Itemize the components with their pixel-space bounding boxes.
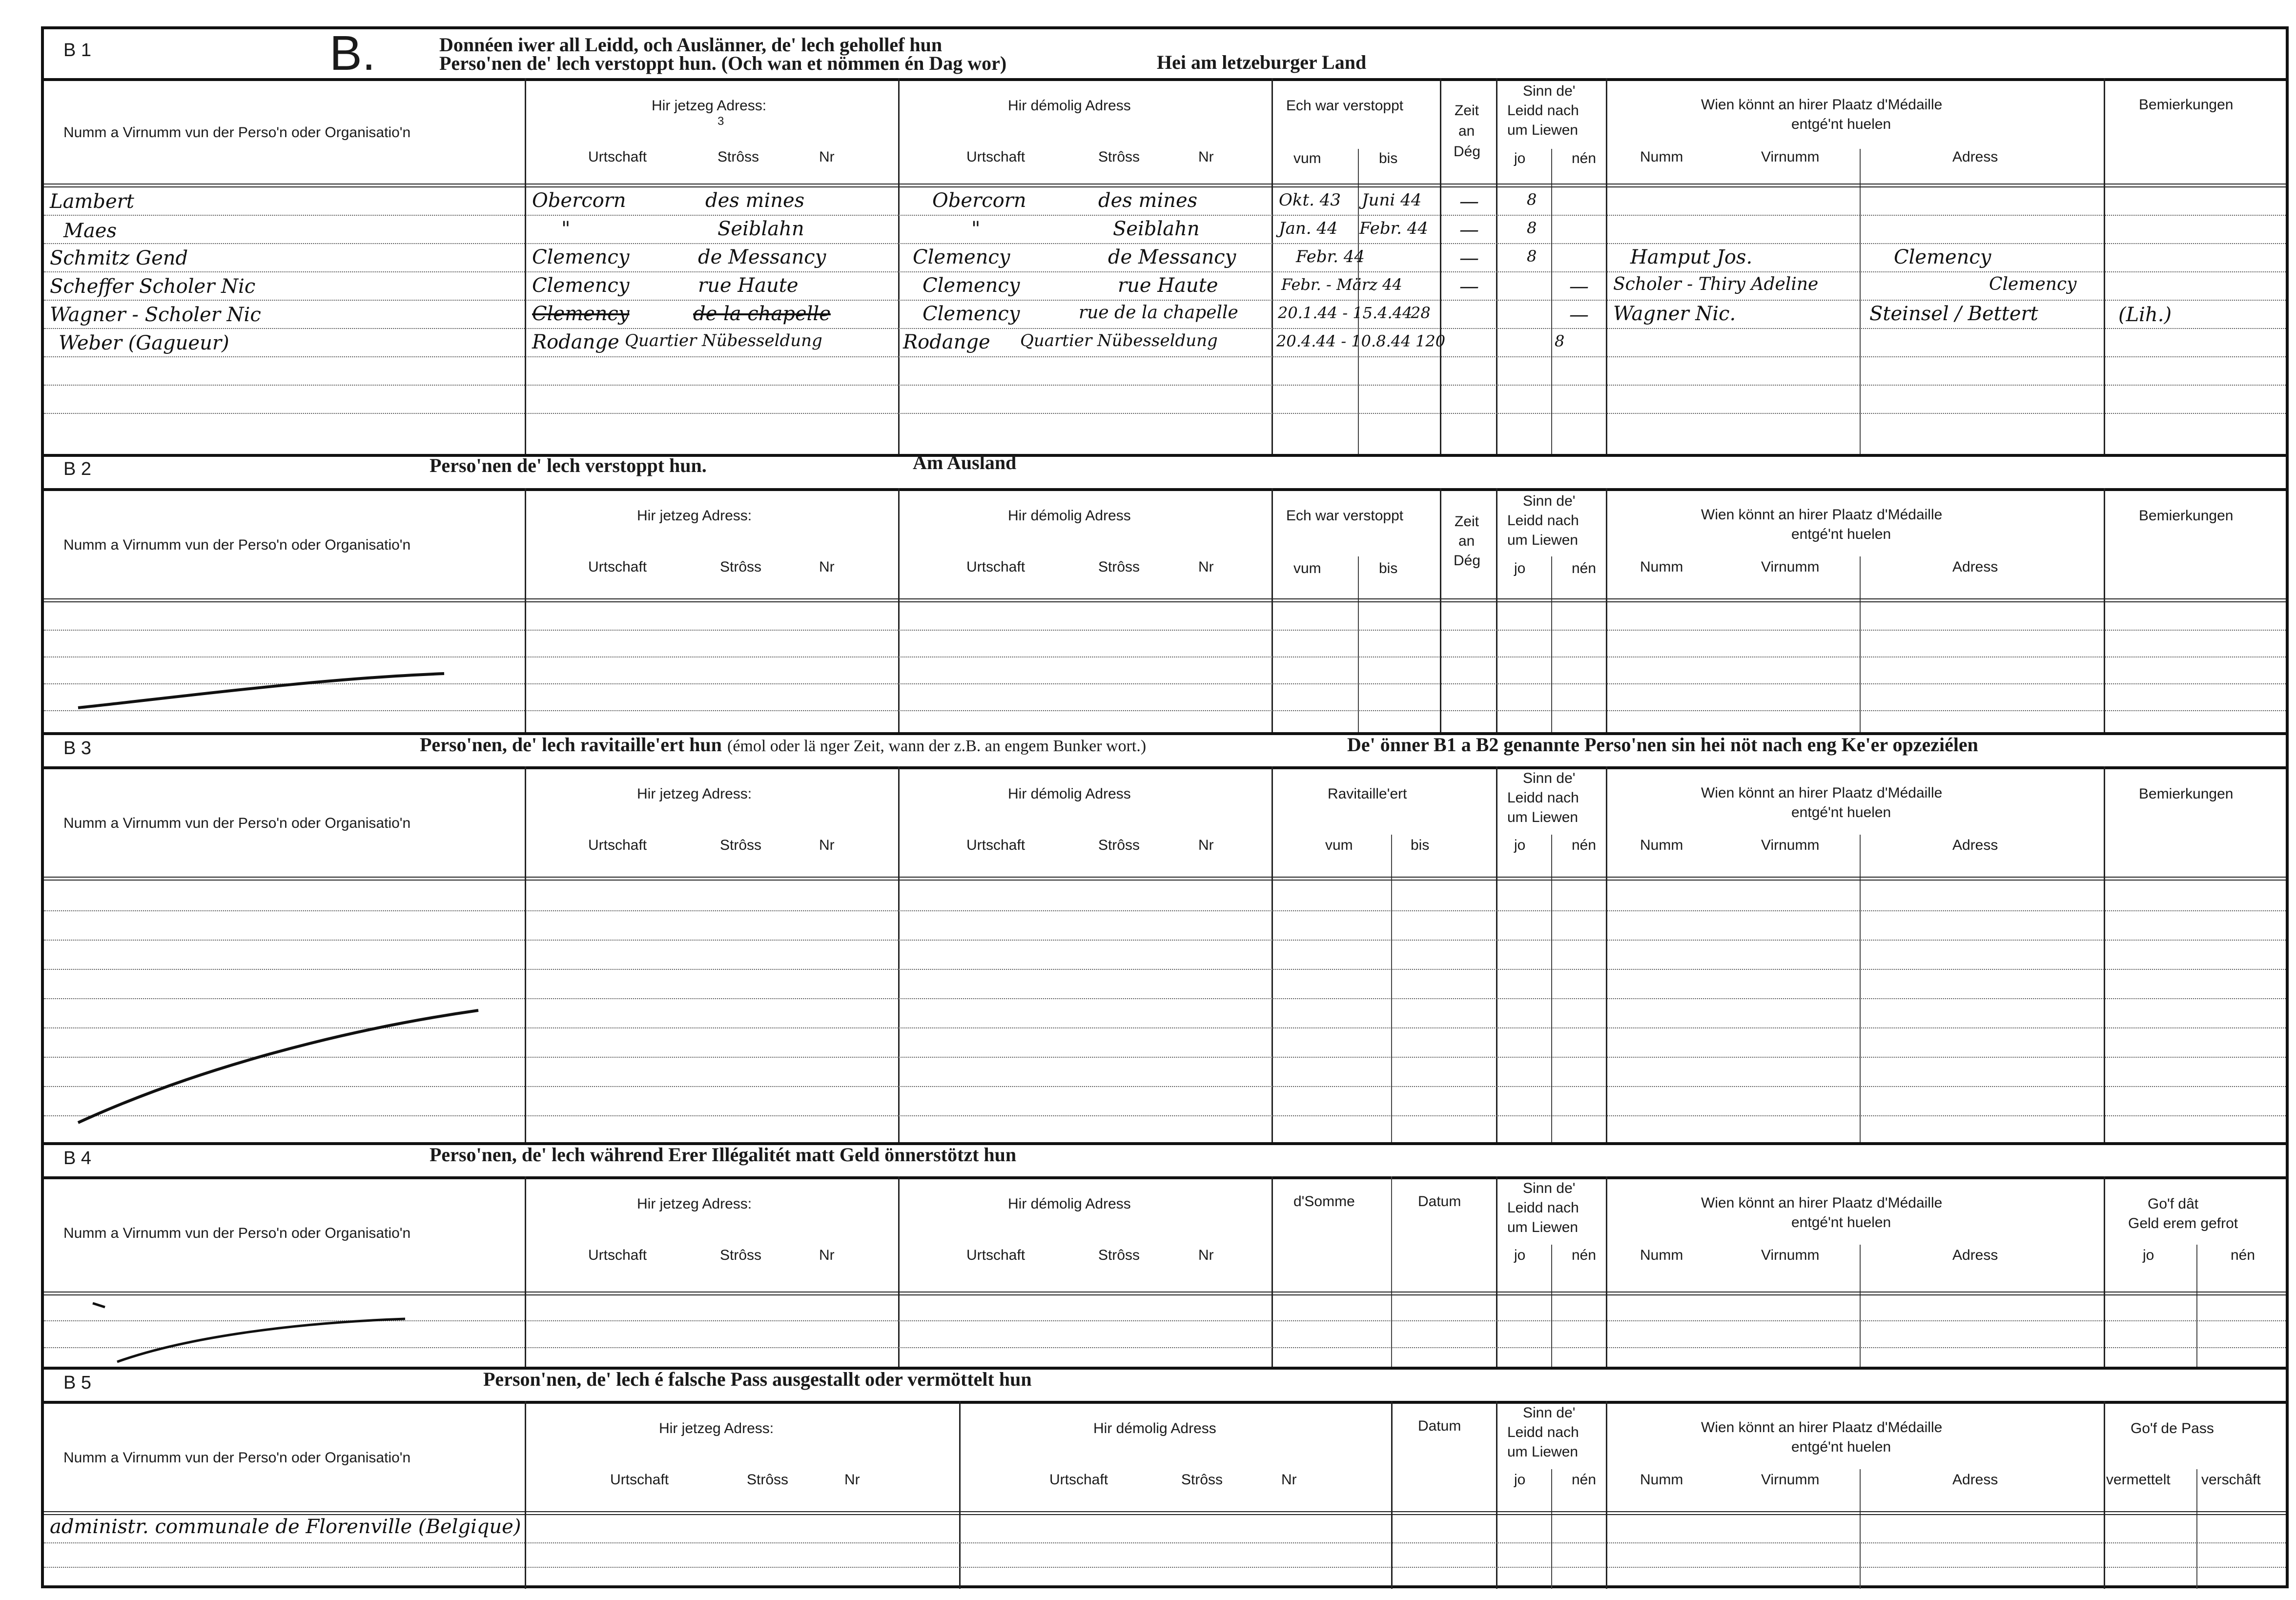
header-street: Strôss <box>1098 559 1140 575</box>
header-town: Urtschaft <box>966 837 1025 853</box>
header-rule <box>44 601 2286 602</box>
cell-medal-surname: Wagner Nic. <box>1613 303 1736 325</box>
cell-medal-address: Clemency <box>1989 274 2077 294</box>
header-from: vum <box>1293 560 1321 576</box>
header-no: nén <box>1572 1472 1597 1488</box>
header-medal-1: Wien könnt an hirer Plaatz d'Médaille <box>1701 1419 1943 1436</box>
col-divider <box>959 1401 961 1589</box>
header-street: Strôss <box>1181 1472 1223 1488</box>
cell-former-town: Clemency <box>922 303 1020 325</box>
section-id: B 5 <box>63 1373 92 1393</box>
header-risk-3: um Liewen <box>1507 122 1578 138</box>
header-from: vum <box>1293 150 1321 166</box>
header-number: Nr <box>844 1472 860 1488</box>
header-risk-1: Sinn de' <box>1523 770 1576 786</box>
col-divider <box>1860 149 1861 454</box>
cell-former-street: rue de la chapelle <box>1079 303 1238 323</box>
col-divider <box>2196 1469 2197 1589</box>
section-note: (émol oder lä nger Zeit, wann der z.B. an engem Bunker wort.) <box>727 737 1147 755</box>
col-divider <box>2196 1245 2197 1367</box>
cell-name: Weber (Gagueur) <box>59 332 229 354</box>
header-number: Nr <box>819 559 835 575</box>
header-address: Adress <box>1952 1247 1998 1263</box>
col-divider <box>1860 1469 1861 1589</box>
cell-to: 28 <box>1411 304 1431 322</box>
header-surname: Numm <box>1640 1472 1683 1488</box>
col-divider <box>1860 556 1861 732</box>
col-divider <box>525 1176 526 1367</box>
cell-street: Seiblahn <box>718 218 804 240</box>
header-town: Urtschaft <box>966 1247 1025 1263</box>
header-risk-2: Leidd nach <box>1507 513 1579 529</box>
header-number: Nr <box>1198 559 1214 575</box>
header-current-address: Hir jetzeg Adress: <box>652 98 767 114</box>
col-divider <box>898 78 900 454</box>
header-current-address: Hir jetzeg Adress: <box>637 508 752 524</box>
row-line <box>44 413 2286 414</box>
section-id: B 2 <box>63 459 92 479</box>
cell-days: — <box>1459 247 1479 269</box>
cell-name: administr. communale de Florenville (Belgique) <box>50 1516 521 1538</box>
header-medal-1: Wien könnt an hirer Plaatz d'Médaille <box>1701 507 1943 523</box>
header-former-address: Hir démolig Adress <box>1008 98 1131 114</box>
cell-days: — <box>1459 219 1479 241</box>
cell-days: — <box>1459 275 1479 298</box>
section-title: Perso'nen, de' lech ravitaille'ert hun <box>420 734 722 756</box>
header-yes: jo <box>1514 150 1526 166</box>
section-id: B 4 <box>63 1148 92 1169</box>
section-title-line2: Perso'nen de' lech verstoppt hun. (Och wan et nömmen én Dag wor) <box>439 52 1007 74</box>
header-medal-2: entgé'nt huelen <box>1791 526 1891 542</box>
row-line <box>44 300 2286 301</box>
header-firstname: Virnumm <box>1761 559 1820 575</box>
header-street: Strôss <box>1098 837 1140 853</box>
header-yes: jo <box>1514 1247 1526 1263</box>
col-divider <box>1440 78 1441 454</box>
cell-town: Clemency <box>532 274 630 297</box>
header-name: Numm a Virnumm vun der Perso'n oder Organisatio'n <box>63 124 411 141</box>
row-line <box>44 215 2286 216</box>
header-number: Nr <box>1198 1247 1214 1263</box>
cell-name: Wagner - Scholer Nic <box>50 304 261 326</box>
header-no: nén <box>1572 560 1597 576</box>
cell-former-street: Seiblahn <box>1113 218 1200 240</box>
header-risk-3: um Liewen <box>1507 532 1578 548</box>
cell-from: 20.1.44 - 15.4.44 <box>1278 304 1413 322</box>
cell-medal-address: Steinsel / Bettert <box>1869 303 2038 325</box>
header-street: Strôss <box>720 1247 762 1263</box>
col-divider <box>1271 1176 1273 1367</box>
header-town: Urtschaft <box>588 837 647 853</box>
header-name: Numm a Virnumm vun der Perso'n oder Organisatio'n <box>63 1450 411 1466</box>
header-sum: d'Somme <box>1293 1193 1355 1210</box>
header-pass: Go'f de Pass <box>2131 1420 2214 1436</box>
header-address: Adress <box>1952 149 1998 165</box>
document-form <box>41 26 2289 1588</box>
header-street: Strôss <box>720 837 762 853</box>
header-street: Strôss <box>747 1472 789 1488</box>
col-divider <box>1440 488 1441 732</box>
header-town: Urtschaft <box>588 559 647 575</box>
cell-from: Febr. 44 <box>1296 247 1365 267</box>
header-medal-2: entgé'nt huelen <box>1791 116 1891 132</box>
header-from: vum <box>1325 837 1353 853</box>
header-risk-3: um Liewen <box>1507 1444 1578 1460</box>
cell-yes: 8 <box>1555 332 1565 350</box>
cell-town: Rodange <box>532 331 619 353</box>
header-obtained: verschâft <box>2201 1472 2261 1488</box>
header-medal-1: Wien könnt an hirer Plaatz d'Médaille <box>1701 1195 1943 1211</box>
section-title-right: Hei am letzeburger Land <box>1157 51 1367 73</box>
cell-street: de la chapelle <box>693 303 831 325</box>
header-yes: jo <box>1514 560 1526 576</box>
header-rule <box>44 880 2286 881</box>
cell-to: 120 <box>1415 332 1446 350</box>
col-divider <box>1551 1469 1552 1589</box>
row-line <box>44 969 2286 970</box>
header-firstname: Virnumm <box>1761 837 1820 853</box>
header-street: Strôss <box>718 149 759 165</box>
header-remarks: Bemierkungen <box>2139 508 2234 524</box>
header-remarks: Bemierkungen <box>2139 786 2234 802</box>
col-divider <box>1606 1176 1607 1367</box>
cell-former-town: Clemency <box>913 246 1010 268</box>
header-yes: jo <box>1514 1472 1526 1488</box>
header-note: 3 <box>718 115 724 128</box>
form-letter: B. <box>329 26 376 81</box>
header-risk-1: Sinn de' <box>1523 1405 1576 1421</box>
header-remarks: Bemierkungen <box>2139 97 2234 113</box>
header-supplied: Ravitaille'ert <box>1328 786 1407 802</box>
cell-town: Clemency <box>532 246 630 268</box>
cell-former-town: " <box>971 218 981 240</box>
header-town: Urtschaft <box>966 149 1025 165</box>
header-rule <box>44 877 2286 878</box>
header-number: Nr <box>819 149 835 165</box>
header-town: Urtschaft <box>610 1472 669 1488</box>
col-divider <box>2104 78 2105 454</box>
col-divider <box>1391 1176 1392 1367</box>
header-rule <box>44 1511 2286 1512</box>
col-divider <box>898 1176 900 1367</box>
header-medal-2: entgé'nt huelen <box>1791 1439 1891 1455</box>
header-risk-1: Sinn de' <box>1523 1180 1576 1196</box>
header-town: Urtschaft <box>966 559 1025 575</box>
cell-former-street: des mines <box>1098 189 1198 212</box>
header-current-address: Hir jetzeg Adress: <box>637 786 752 802</box>
header-former-address: Hir démolig Adress <box>1008 508 1131 524</box>
cell-former-street: Quartier Nübesseldung <box>1020 331 1218 350</box>
cell-days: — <box>1459 190 1479 213</box>
header-rule <box>44 1514 2286 1515</box>
cancel-stroke <box>88 1298 430 1367</box>
header-street: Strôss <box>1098 149 1140 165</box>
section-id: B 3 <box>63 738 92 759</box>
cell-name: Lambert <box>50 190 134 213</box>
header-rule <box>44 186 2286 187</box>
rule <box>44 1401 2286 1404</box>
cell-yes: 8 <box>1527 219 1537 237</box>
section-title-right: De' önner B1 a B2 genannte Perso'nen sin hei nöt nach eng Ke'er opzeziélen <box>1347 734 1978 756</box>
col-divider <box>2104 488 2105 732</box>
col-divider <box>1271 78 1273 454</box>
col-divider <box>1606 1401 1607 1589</box>
cell-to: Febr. 44 <box>1359 219 1429 238</box>
row-line <box>44 910 2286 911</box>
header-medal-1: Wien könnt an hirer Plaatz d'Médaille <box>1701 97 1943 113</box>
header-no: nén <box>1572 1247 1597 1263</box>
cell-town: Obercorn <box>532 189 626 212</box>
cell-yes: 8 <box>1527 247 1537 266</box>
header-gift-1: Go'f dât <box>2148 1196 2199 1212</box>
col-divider <box>1551 835 1552 1142</box>
col-divider <box>898 488 900 732</box>
header-risk-2: Leidd nach <box>1507 1424 1579 1440</box>
cell-name: Schmitz Gend <box>50 247 188 269</box>
header-address: Adress <box>1952 837 1998 853</box>
row-line <box>44 1567 2286 1568</box>
cell-from: Febr. - März 44 <box>1281 275 1402 294</box>
row-line <box>44 271 2286 272</box>
col-divider <box>2104 1401 2105 1589</box>
cancel-stroke <box>73 644 464 742</box>
header-number: Nr <box>819 1247 835 1263</box>
rule <box>44 488 2286 491</box>
header-rule <box>44 184 2286 185</box>
cell-medal-surname: Scholer - Thiry Adeline <box>1613 274 1819 294</box>
header-medal-2: entgé'nt huelen <box>1791 804 1891 821</box>
col-divider <box>1860 1245 1861 1367</box>
header-risk-3: um Liewen <box>1507 1219 1578 1235</box>
header-to: bis <box>1411 837 1430 853</box>
header-no: nén <box>1572 150 1597 166</box>
header-street: Strôss <box>720 559 762 575</box>
header-yes: jo <box>1514 837 1526 853</box>
cell-medal-address: Clemency <box>1894 246 1991 268</box>
header-to: bis <box>1379 560 1398 576</box>
header-time-an: an <box>1458 533 1475 549</box>
col-divider <box>1551 149 1552 454</box>
header-former-address: Hir démolig Adress <box>1008 786 1131 802</box>
col-divider <box>1496 488 1497 732</box>
header-time-deg: Dég <box>1454 553 1481 569</box>
row-line <box>44 356 2286 357</box>
cell-name: Scheffer Scholer Nic <box>50 275 256 298</box>
cell-to: Juni 44 <box>1362 190 1422 210</box>
section-b5 <box>44 1367 2286 1591</box>
col-divider <box>1496 78 1497 454</box>
col-divider <box>525 488 526 732</box>
rule <box>44 78 2286 81</box>
header-street: Strôss <box>1098 1247 1140 1263</box>
header-time: Zeit <box>1455 513 1479 530</box>
cell-yes: 8 <box>1527 190 1537 209</box>
col-divider <box>1496 1401 1497 1589</box>
row-line <box>44 1542 2286 1543</box>
header-yes: jo <box>2143 1247 2154 1263</box>
header-firstname: Virnumm <box>1761 1472 1820 1488</box>
col-divider <box>1606 78 1607 454</box>
section-id: B 1 <box>63 40 92 61</box>
section-b1 <box>44 26 2286 454</box>
row-line <box>44 630 2286 631</box>
row-line <box>44 998 2286 999</box>
header-address: Adress <box>1952 1472 1998 1488</box>
header-time: Zeit <box>1455 103 1479 119</box>
section-title: Perso'nen de' lech verstoppt hun. <box>430 454 707 476</box>
col-divider <box>2104 1176 2105 1367</box>
section-title: Perso'nen, de' lech während Erer Illégalitét matt Geld önnerstötzt hun <box>430 1144 1017 1166</box>
col-divider <box>1860 835 1861 1142</box>
row-line <box>44 243 2286 244</box>
cell-former-street: rue Haute <box>1118 274 1218 297</box>
col-divider <box>1551 556 1552 732</box>
header-medal-1: Wien könnt an hirer Plaatz d'Médaille <box>1701 785 1943 801</box>
cell-no: — <box>1569 275 1589 298</box>
row-line <box>44 328 2286 329</box>
header-risk-2: Leidd nach <box>1507 1200 1579 1216</box>
header-gift-2: Geld erem gefrot <box>2128 1215 2238 1231</box>
cell-former-street: de Messancy <box>1108 246 1236 268</box>
header-firstname: Virnumm <box>1761 149 1820 165</box>
header-hidden: Ech war verstoppt <box>1286 508 1404 524</box>
cell-town: Clemency <box>532 303 630 325</box>
cell-street: des mines <box>705 189 805 212</box>
header-name: Numm a Virnumm vun der Perso'n oder Organisatio'n <box>63 537 411 553</box>
header-risk-1: Sinn de' <box>1523 493 1576 509</box>
row-line <box>44 940 2286 941</box>
header-name: Numm a Virnumm vun der Perso'n oder Organisatio'n <box>63 1225 411 1241</box>
section-title-line1: Donnéen iwer all Leidd, och Auslänner, de' lech gehollef hun <box>439 34 943 56</box>
header-mediated: vermettelt <box>2106 1472 2171 1488</box>
header-rule <box>44 1294 2286 1295</box>
header-surname: Numm <box>1640 837 1683 853</box>
header-surname: Numm <box>1640 1247 1683 1263</box>
row-line <box>44 385 2286 386</box>
col-divider <box>1271 488 1273 732</box>
cell-from: 20.4.44 - 10.8.44 <box>1276 332 1411 350</box>
header-medal-2: entgé'nt huelen <box>1791 1214 1891 1231</box>
cell-from: Jan. 44 <box>1279 219 1338 238</box>
cell-medal-surname: Hamput Jos. <box>1630 246 1753 268</box>
header-date: Datum <box>1418 1193 1461 1210</box>
header-surname: Numm <box>1640 559 1683 575</box>
header-time-deg: Dég <box>1454 144 1481 160</box>
header-surname: Numm <box>1640 149 1683 165</box>
header-risk-2: Leidd nach <box>1507 103 1579 119</box>
col-divider <box>1551 1245 1552 1367</box>
col-divider <box>1391 835 1392 1142</box>
header-no: nén <box>1572 837 1597 853</box>
cell-town: " <box>561 218 571 240</box>
cell-street: de Messancy <box>698 246 826 268</box>
header-number: Nr <box>1198 149 1214 165</box>
rule <box>44 1176 2286 1179</box>
cell-former-town: Clemency <box>922 274 1020 297</box>
header-number: Nr <box>1281 1472 1297 1488</box>
header-time-an: an <box>1458 123 1475 139</box>
header-date: Datum <box>1418 1418 1461 1434</box>
header-number: Nr <box>1198 837 1214 853</box>
header-name: Numm a Virnumm vun der Perso'n oder Organisatio'n <box>63 815 411 831</box>
header-address: Adress <box>1952 559 1998 575</box>
header-former-address: Hir démolig Adress <box>1093 1420 1216 1436</box>
header-town: Urtschaft <box>588 149 647 165</box>
header-number: Nr <box>819 837 835 853</box>
header-risk-2: Leidd nach <box>1507 790 1579 806</box>
col-divider <box>525 78 526 454</box>
cell-remark: (Lih.) <box>2118 304 2172 326</box>
cancel-stroke <box>73 1001 512 1147</box>
cell-former-town: Obercorn <box>932 189 1026 212</box>
header-no: nén <box>2231 1247 2255 1263</box>
cell-no: — <box>1569 304 1589 326</box>
col-divider <box>525 1401 526 1589</box>
header-town: Urtschaft <box>1049 1472 1108 1488</box>
header-current-address: Hir jetzeg Adress: <box>659 1420 774 1436</box>
header-to: bis <box>1379 150 1398 166</box>
cell-street: Quartier Nübesseldung <box>625 331 822 350</box>
header-hidden: Ech war verstoppt <box>1286 98 1404 114</box>
col-divider <box>1496 1176 1497 1367</box>
header-risk-1: Sinn de' <box>1523 83 1576 99</box>
cell-former-town: Rodange <box>903 331 990 353</box>
cell-name: Maes <box>63 220 117 242</box>
col-divider <box>1358 556 1359 732</box>
header-town: Urtschaft <box>588 1247 647 1263</box>
section-title-right: Am Ausland <box>913 451 1017 473</box>
col-divider <box>1606 488 1607 732</box>
cell-from: Okt. 43 <box>1279 190 1341 210</box>
col-divider <box>1391 1401 1393 1589</box>
rule <box>44 766 2286 769</box>
section-title: Person'nen, de' lech é falsche Pass ausgestallt oder vermöttelt hun <box>483 1368 1032 1390</box>
header-firstname: Virnumm <box>1761 1247 1820 1263</box>
header-rule <box>44 598 2286 599</box>
header-risk-3: um Liewen <box>1507 809 1578 825</box>
col-divider <box>1358 149 1359 454</box>
header-current-address: Hir jetzeg Adress: <box>637 1196 752 1212</box>
cell-street: rue Haute <box>698 274 799 297</box>
header-former-address: Hir démolig Adress <box>1008 1196 1131 1212</box>
